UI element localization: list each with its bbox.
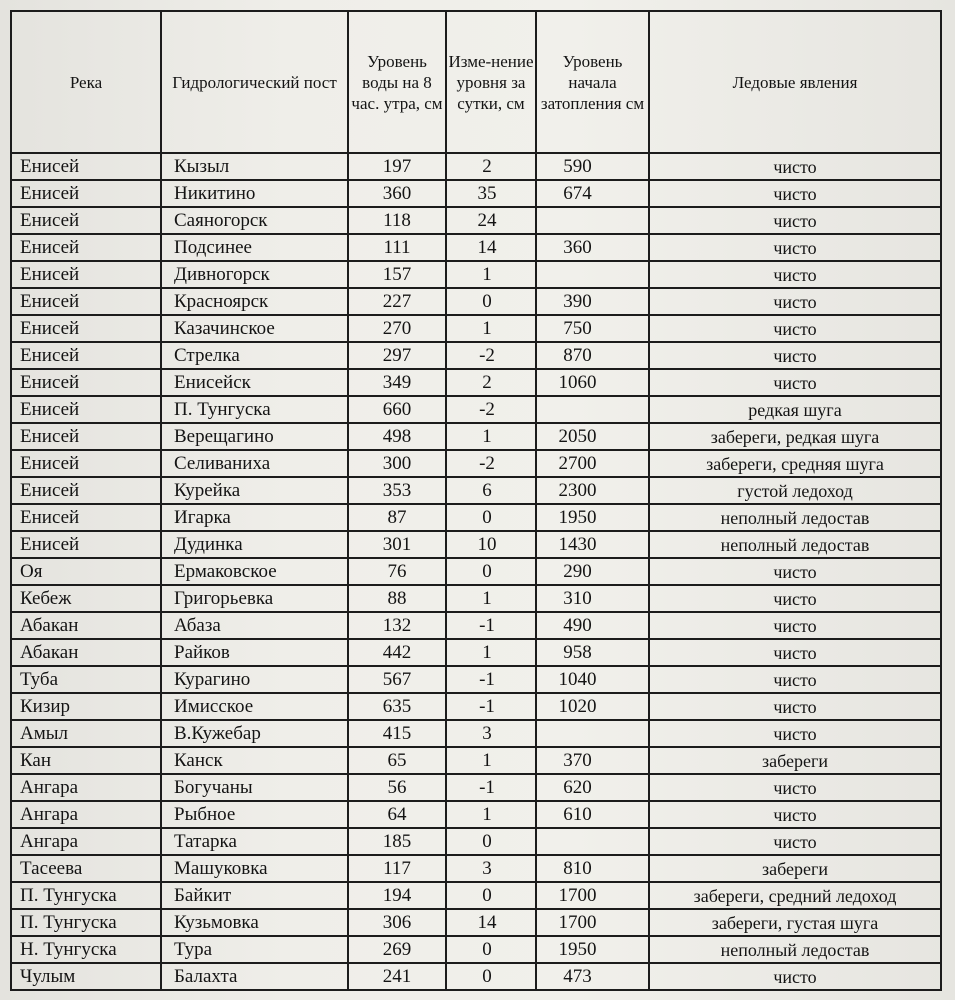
cell-level: 76 xyxy=(348,558,446,585)
cell-ice: чисто xyxy=(649,207,941,234)
cell-change: 1 xyxy=(446,315,536,342)
header-change: Изме-нение уровня за сутки, см xyxy=(446,11,536,153)
cell-flood: 1700 xyxy=(536,909,649,936)
cell-post: Райков xyxy=(161,639,348,666)
cell-river: Енисей xyxy=(11,342,161,369)
header-flood: Уровень начала затопления см xyxy=(536,11,649,153)
cell-post: Кузьмовка xyxy=(161,909,348,936)
cell-flood: 310 xyxy=(536,585,649,612)
cell-ice: чисто xyxy=(649,261,941,288)
cell-change: -1 xyxy=(446,666,536,693)
cell-level: 111 xyxy=(348,234,446,261)
cell-level: 194 xyxy=(348,882,446,909)
table-row xyxy=(11,855,941,882)
cell-flood: 620 xyxy=(536,774,649,801)
cell-river: Енисей xyxy=(11,396,161,423)
cell-post: Курагино xyxy=(161,666,348,693)
header-row xyxy=(11,11,941,153)
cell-river: Туба xyxy=(11,666,161,693)
table-row xyxy=(11,477,941,504)
cell-level: 87 xyxy=(348,504,446,531)
table-header xyxy=(11,11,941,153)
cell-flood: 674 xyxy=(536,180,649,207)
cell-flood xyxy=(536,828,649,855)
cell-level: 132 xyxy=(348,612,446,639)
cell-flood xyxy=(536,261,649,288)
table-row xyxy=(11,261,941,288)
cell-change: 0 xyxy=(446,936,536,963)
header-post: Гидрологический пост xyxy=(161,11,348,153)
cell-level: 65 xyxy=(348,747,446,774)
cell-level: 185 xyxy=(348,828,446,855)
cell-flood: 1950 xyxy=(536,504,649,531)
cell-post: Рыбное xyxy=(161,801,348,828)
cell-river: Енисей xyxy=(11,153,161,180)
cell-change: -1 xyxy=(446,693,536,720)
cell-river: П. Тунгуска xyxy=(11,882,161,909)
cell-change: 1 xyxy=(446,261,536,288)
table-row xyxy=(11,504,941,531)
cell-post: Верещагино xyxy=(161,423,348,450)
table-row xyxy=(11,396,941,423)
cell-river: Амыл xyxy=(11,720,161,747)
cell-change: 24 xyxy=(446,207,536,234)
cell-level: 635 xyxy=(348,693,446,720)
cell-flood: 473 xyxy=(536,963,649,990)
table-row xyxy=(11,720,941,747)
cell-post: Красноярск xyxy=(161,288,348,315)
table-row xyxy=(11,288,941,315)
cell-river: Ангара xyxy=(11,774,161,801)
cell-river: Кан xyxy=(11,747,161,774)
cell-ice: чисто xyxy=(649,234,941,261)
cell-flood: 590 xyxy=(536,153,649,180)
cell-ice: неполный ледостав xyxy=(649,531,941,558)
cell-change: -1 xyxy=(446,612,536,639)
cell-change: 0 xyxy=(446,828,536,855)
cell-level: 88 xyxy=(348,585,446,612)
cell-river: Ангара xyxy=(11,801,161,828)
cell-level: 241 xyxy=(348,963,446,990)
cell-flood: 1060 xyxy=(536,369,649,396)
cell-river: Абакан xyxy=(11,612,161,639)
cell-level: 349 xyxy=(348,369,446,396)
table-row xyxy=(11,153,941,180)
cell-ice: чисто xyxy=(649,369,941,396)
cell-flood: 958 xyxy=(536,639,649,666)
cell-change: 2 xyxy=(446,153,536,180)
cell-level: 301 xyxy=(348,531,446,558)
cell-level: 300 xyxy=(348,450,446,477)
cell-river: Енисей xyxy=(11,477,161,504)
table-row xyxy=(11,423,941,450)
cell-flood: 2050 xyxy=(536,423,649,450)
cell-ice: забереги, средняя шуга xyxy=(649,450,941,477)
table-row xyxy=(11,963,941,990)
cell-post: Тура xyxy=(161,936,348,963)
cell-river: Енисей xyxy=(11,261,161,288)
cell-ice: чисто xyxy=(649,828,941,855)
cell-river: Енисей xyxy=(11,180,161,207)
cell-change: 10 xyxy=(446,531,536,558)
table-row xyxy=(11,882,941,909)
cell-ice: забереги xyxy=(649,855,941,882)
cell-change: 0 xyxy=(446,558,536,585)
cell-ice: чисто xyxy=(649,180,941,207)
cell-change: 1 xyxy=(446,423,536,450)
cell-ice: чисто xyxy=(649,639,941,666)
cell-flood: 810 xyxy=(536,855,649,882)
cell-level: 297 xyxy=(348,342,446,369)
cell-ice: чисто xyxy=(649,612,941,639)
cell-post: Канск xyxy=(161,747,348,774)
cell-ice: забереги, густая шуга xyxy=(649,909,941,936)
cell-change: 1 xyxy=(446,747,536,774)
cell-level: 360 xyxy=(348,180,446,207)
cell-change: 2 xyxy=(446,369,536,396)
cell-flood: 490 xyxy=(536,612,649,639)
cell-post: Селиваниха xyxy=(161,450,348,477)
cell-post: Байкит xyxy=(161,882,348,909)
cell-level: 498 xyxy=(348,423,446,450)
cell-change: -1 xyxy=(446,774,536,801)
cell-flood: 360 xyxy=(536,234,649,261)
cell-level: 56 xyxy=(348,774,446,801)
cell-change: 14 xyxy=(446,909,536,936)
cell-level: 660 xyxy=(348,396,446,423)
cell-level: 442 xyxy=(348,639,446,666)
cell-river: Тасеева xyxy=(11,855,161,882)
cell-ice: забереги, редкая шуга xyxy=(649,423,941,450)
cell-change: 0 xyxy=(446,288,536,315)
cell-ice: чисто xyxy=(649,558,941,585)
cell-change: -2 xyxy=(446,342,536,369)
header-river: Река xyxy=(11,11,161,153)
cell-river: Енисей xyxy=(11,423,161,450)
cell-river: Оя xyxy=(11,558,161,585)
cell-post: Стрелка xyxy=(161,342,348,369)
table-row xyxy=(11,747,941,774)
cell-change: -2 xyxy=(446,396,536,423)
cell-post: Богучаны xyxy=(161,774,348,801)
table-row xyxy=(11,774,941,801)
cell-post: П. Тунгуска xyxy=(161,396,348,423)
cell-river: Абакан xyxy=(11,639,161,666)
cell-river: Ангара xyxy=(11,828,161,855)
cell-post: Кызыл xyxy=(161,153,348,180)
cell-level: 567 xyxy=(348,666,446,693)
cell-river: Енисей xyxy=(11,288,161,315)
table-row xyxy=(11,207,941,234)
river-levels-table xyxy=(10,10,942,991)
cell-river: Енисей xyxy=(11,315,161,342)
cell-post: Курейка xyxy=(161,477,348,504)
cell-flood: 390 xyxy=(536,288,649,315)
cell-flood: 1700 xyxy=(536,882,649,909)
cell-ice: чисто xyxy=(649,288,941,315)
cell-post: В.Кужебар xyxy=(161,720,348,747)
cell-ice: чисто xyxy=(649,342,941,369)
cell-change: 1 xyxy=(446,585,536,612)
cell-level: 227 xyxy=(348,288,446,315)
cell-river: Енисей xyxy=(11,207,161,234)
cell-river: Чулым xyxy=(11,963,161,990)
cell-post: Саяногорск xyxy=(161,207,348,234)
table-row xyxy=(11,666,941,693)
cell-level: 118 xyxy=(348,207,446,234)
cell-flood: 1430 xyxy=(536,531,649,558)
cell-level: 306 xyxy=(348,909,446,936)
cell-flood: 290 xyxy=(536,558,649,585)
cell-post: Игарка xyxy=(161,504,348,531)
cell-river: Енисей xyxy=(11,234,161,261)
table-row xyxy=(11,801,941,828)
cell-level: 117 xyxy=(348,855,446,882)
cell-ice: неполный ледостав xyxy=(649,504,941,531)
cell-change: 3 xyxy=(446,855,536,882)
cell-flood xyxy=(536,396,649,423)
table-row xyxy=(11,234,941,261)
cell-ice: чисто xyxy=(649,315,941,342)
cell-level: 269 xyxy=(348,936,446,963)
cell-post: Никитино xyxy=(161,180,348,207)
table-row xyxy=(11,693,941,720)
cell-flood: 370 xyxy=(536,747,649,774)
cell-ice: забереги, средний ледоход xyxy=(649,882,941,909)
table-row xyxy=(11,369,941,396)
cell-ice: редкая шуга xyxy=(649,396,941,423)
cell-level: 157 xyxy=(348,261,446,288)
cell-change: 0 xyxy=(446,882,536,909)
table-row xyxy=(11,558,941,585)
cell-flood: 750 xyxy=(536,315,649,342)
cell-post: Балахта xyxy=(161,963,348,990)
table-row xyxy=(11,342,941,369)
cell-flood: 610 xyxy=(536,801,649,828)
cell-post: Енисейск xyxy=(161,369,348,396)
cell-ice: чисто xyxy=(649,153,941,180)
table-row xyxy=(11,450,941,477)
cell-ice: неполный ледостав xyxy=(649,936,941,963)
cell-change: 0 xyxy=(446,504,536,531)
cell-flood: 1020 xyxy=(536,693,649,720)
table-row xyxy=(11,585,941,612)
cell-change: 1 xyxy=(446,639,536,666)
cell-flood: 2300 xyxy=(536,477,649,504)
cell-ice: забереги xyxy=(649,747,941,774)
cell-change: 3 xyxy=(446,720,536,747)
cell-river: Енисей xyxy=(11,504,161,531)
cell-ice: густой ледоход xyxy=(649,477,941,504)
cell-river: Енисей xyxy=(11,369,161,396)
cell-ice: чисто xyxy=(649,801,941,828)
cell-ice: чисто xyxy=(649,585,941,612)
table-row xyxy=(11,909,941,936)
cell-change: 35 xyxy=(446,180,536,207)
cell-river: П. Тунгуска xyxy=(11,909,161,936)
cell-change: 0 xyxy=(446,963,536,990)
table-row xyxy=(11,936,941,963)
cell-river: Кизир xyxy=(11,693,161,720)
cell-change: 6 xyxy=(446,477,536,504)
table-row xyxy=(11,612,941,639)
cell-post: Абаза xyxy=(161,612,348,639)
cell-post: Казачинское xyxy=(161,315,348,342)
table-body xyxy=(11,153,941,990)
cell-level: 270 xyxy=(348,315,446,342)
cell-change: -2 xyxy=(446,450,536,477)
header-ice: Ледовые явления xyxy=(649,11,941,153)
cell-level: 197 xyxy=(348,153,446,180)
cell-post: Дудинка xyxy=(161,531,348,558)
cell-post: Имисское xyxy=(161,693,348,720)
cell-flood xyxy=(536,207,649,234)
cell-ice: чисто xyxy=(649,963,941,990)
cell-post: Подсинее xyxy=(161,234,348,261)
cell-flood: 870 xyxy=(536,342,649,369)
cell-river: Кебеж xyxy=(11,585,161,612)
cell-post: Григорьевка xyxy=(161,585,348,612)
table-row xyxy=(11,531,941,558)
cell-river: Н. Тунгуска xyxy=(11,936,161,963)
cell-post: Татарка xyxy=(161,828,348,855)
cell-river: Енисей xyxy=(11,531,161,558)
cell-post: Машуковка xyxy=(161,855,348,882)
cell-post: Ермаковское xyxy=(161,558,348,585)
cell-level: 415 xyxy=(348,720,446,747)
header-level: Уровень воды на 8 час. утра, см xyxy=(348,11,446,153)
cell-flood: 2700 xyxy=(536,450,649,477)
cell-ice: чисто xyxy=(649,693,941,720)
cell-change: 14 xyxy=(446,234,536,261)
table-row xyxy=(11,828,941,855)
cell-ice: чисто xyxy=(649,666,941,693)
cell-flood xyxy=(536,720,649,747)
table-row xyxy=(11,639,941,666)
cell-ice: чисто xyxy=(649,720,941,747)
cell-ice: чисто xyxy=(649,774,941,801)
cell-change: 1 xyxy=(446,801,536,828)
cell-flood: 1040 xyxy=(536,666,649,693)
cell-level: 353 xyxy=(348,477,446,504)
table-row xyxy=(11,315,941,342)
cell-river: Енисей xyxy=(11,450,161,477)
table-row xyxy=(11,180,941,207)
cell-post: Дивногорск xyxy=(161,261,348,288)
cell-flood: 1950 xyxy=(536,936,649,963)
cell-level: 64 xyxy=(348,801,446,828)
